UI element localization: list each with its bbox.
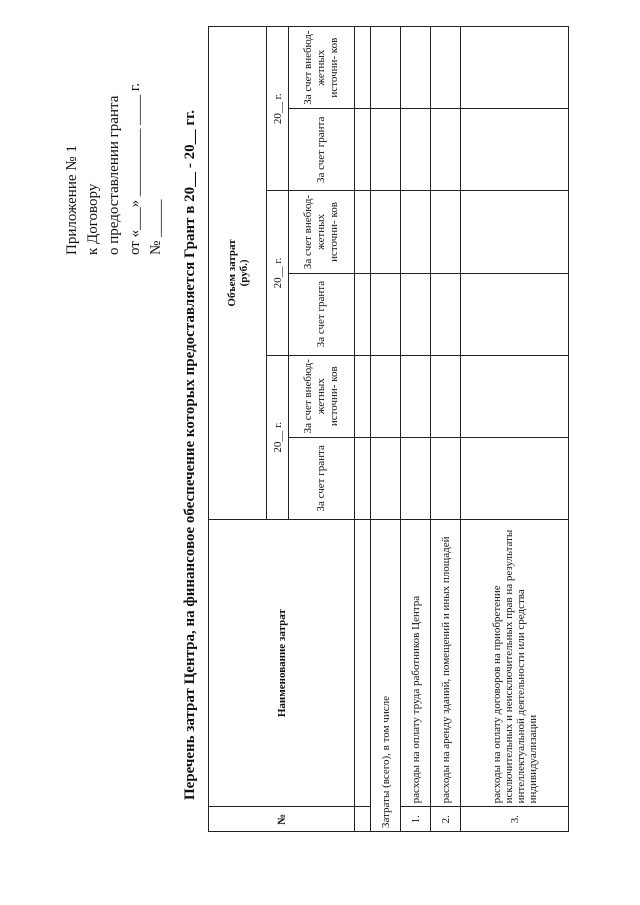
row-number: 3.	[461, 807, 569, 832]
row-number: 1.	[401, 807, 431, 832]
row-name: расходы на оплату труда работников Центра	[401, 519, 431, 806]
annex-contract: к Договору	[85, 183, 101, 255]
annex-number: № _____	[148, 199, 164, 255]
document-title: Перечень затрат Центра, на финансовое обеспечение которых предоставляется Грант в 20__ - 20__ гг.	[182, 109, 198, 801]
table-row	[461, 27, 569, 832]
row-total-name: Затраты (всего), в том числе	[371, 519, 401, 831]
annex-date: от «___» _________ ____ г.	[127, 82, 143, 255]
annex-block	[62, 15, 167, 255]
header-extra-2: За счет внебюд- жетных источни- ков	[289, 191, 355, 273]
header-grant-2: За счет гранта	[289, 273, 355, 355]
header-volume	[209, 27, 267, 520]
table-row	[401, 27, 431, 832]
row-name: расходы на аренду зданий, помещений и иных площадей	[431, 519, 461, 806]
header-number: №	[209, 807, 355, 832]
cost-table	[208, 26, 569, 832]
table-row	[371, 27, 401, 832]
header-year-3: 20__ г.	[267, 27, 289, 191]
row-name: расходы на оплату договоров на приобретение исключительных и неисключительных прав на результаты интеллектуальной деятельности или средства индивидуализации	[461, 519, 569, 806]
header-volume-label: Объем затрат	[225, 239, 238, 307]
header-grant-3: За счет гранта	[289, 109, 355, 191]
header-extra-3: За счет внебюд- жетных источни- ков	[289, 27, 355, 109]
annex-title: Приложение № 1	[64, 145, 80, 255]
header-volume-unit: (руб.)	[237, 259, 250, 287]
header-extra-1: За счет внебюд- жетных источни- ков	[289, 355, 355, 437]
table-row	[355, 27, 371, 832]
header-year-1: 20__ г.	[267, 355, 289, 519]
header-name: Наименование затрат	[209, 519, 355, 806]
header-grant-1: За счет гранта	[289, 437, 355, 519]
row-number: 2.	[431, 807, 461, 832]
header-year-2: 20__ г.	[267, 191, 289, 355]
table-row	[431, 27, 461, 832]
annex-grant: о предоставлении гранта	[106, 95, 122, 255]
